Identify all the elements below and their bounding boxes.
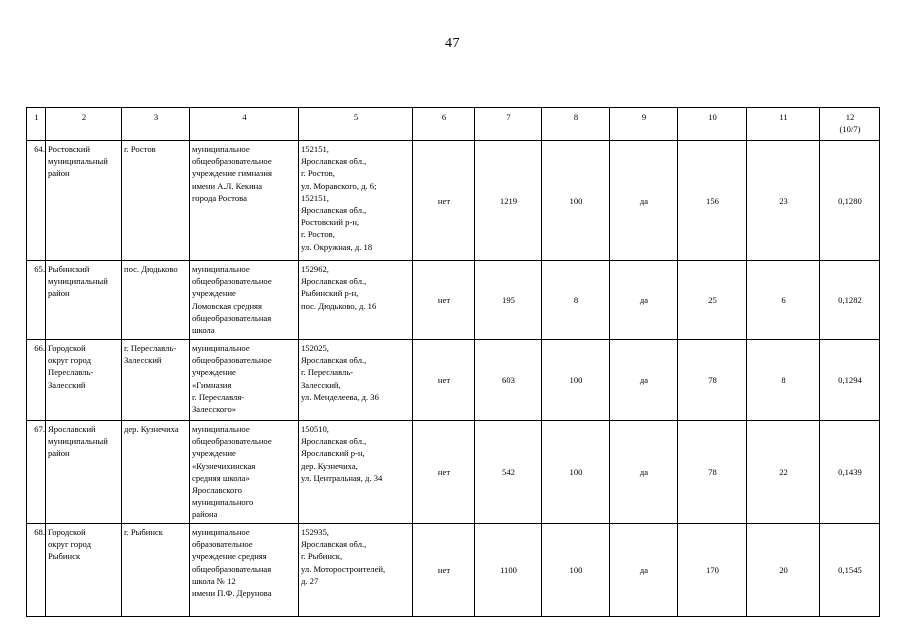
- header-cell: 8: [542, 108, 610, 141]
- cell-col11: 8: [747, 340, 820, 421]
- cell-col7: 195: [475, 261, 542, 340]
- address-cell: 150510, Ярославская обл., Ярославский р-н, дер. Кузнечиха, ул. Центральная, д. 34: [299, 421, 413, 524]
- header-cell: 6: [413, 108, 475, 141]
- header-cell: 2: [46, 108, 122, 141]
- address-cell: 152962, Ярославская обл., Рыбинский р-н, пос. Дюдьково, д. 16: [299, 261, 413, 340]
- cell-col11: 20: [747, 524, 820, 617]
- cell-col6: нет: [413, 141, 475, 261]
- row-number: 67.: [27, 421, 46, 524]
- data-table: [26, 107, 880, 617]
- cell-col8: 100: [542, 141, 610, 261]
- header-cell: 10: [678, 108, 747, 141]
- cell-col6: нет: [413, 524, 475, 617]
- row-number: 64.: [27, 141, 46, 261]
- cell-col6: нет: [413, 421, 475, 524]
- cell-col11: 6: [747, 261, 820, 340]
- district-cell: Ярославский муниципальный район: [46, 421, 122, 524]
- cell-col8: 100: [542, 340, 610, 421]
- locality-cell: г. Рыбинск: [122, 524, 190, 617]
- row-number: 68.: [27, 524, 46, 617]
- district-cell: Ростовский муниципальный район: [46, 141, 122, 261]
- cell-col11: 23: [747, 141, 820, 261]
- cell-col7: 603: [475, 340, 542, 421]
- cell-col9: да: [610, 141, 678, 261]
- cell-col12: 0,1439: [820, 421, 880, 524]
- address-cell: 152025, Ярославская обл., г. Переславль- Залесский, ул. Менделеева, д. 36: [299, 340, 413, 421]
- district-cell: Рыбинский муниципальный район: [46, 261, 122, 340]
- cell-col6: нет: [413, 340, 475, 421]
- address-cell: 152151, Ярославская обл., г. Ростов, ул. Моравского, д. 6; 152151, Ярославская обл., Ростовский р-н, г. Ростов, ул. Окружная, д. 18: [299, 141, 413, 261]
- cell-col10: 25: [678, 261, 747, 340]
- locality-cell: дер. Кузнечиха: [122, 421, 190, 524]
- cell-col9: да: [610, 524, 678, 617]
- institution-cell: муниципальное образовательное учреждение средняя общеобразовательная школа № 12 имени П.Ф. Дерунова: [190, 524, 299, 617]
- cell-col9: да: [610, 340, 678, 421]
- table-row: [27, 141, 880, 261]
- header-cell: 9: [610, 108, 678, 141]
- locality-cell: г. Переславль- Залесский: [122, 340, 190, 421]
- cell-col6: нет: [413, 261, 475, 340]
- institution-cell: муниципальное общеобразовательное учреждение Ломовская средняя общеобразовательная школа: [190, 261, 299, 340]
- cell-col12: 0,1280: [820, 141, 880, 261]
- table-row: [27, 261, 880, 340]
- institution-cell: муниципальное общеобразовательное учреждение «Кузнечихинская средняя школа» Ярославского муниципального района: [190, 421, 299, 524]
- header-cell: 5: [299, 108, 413, 141]
- cell-col11: 22: [747, 421, 820, 524]
- header-cell: 12 (10/7): [820, 108, 880, 141]
- district-cell: Городской округ город Переславль- Залесский: [46, 340, 122, 421]
- cell-col7: 1100: [475, 524, 542, 617]
- cell-col10: 78: [678, 340, 747, 421]
- cell-col12: 0,1282: [820, 261, 880, 340]
- header-cell: 7: [475, 108, 542, 141]
- cell-col8: 100: [542, 524, 610, 617]
- cell-col10: 78: [678, 421, 747, 524]
- cell-col8: 100: [542, 421, 610, 524]
- institution-cell: муниципальное общеобразовательное учреждение «Гимназия г. Переславля- Залесского»: [190, 340, 299, 421]
- address-cell: 152935, Ярославская обл., г. Рыбинск, ул. Моторостроителей, д. 27: [299, 524, 413, 617]
- cell-col10: 156: [678, 141, 747, 261]
- cell-col10: 170: [678, 524, 747, 617]
- header-cell: 11: [747, 108, 820, 141]
- page-number: 47: [445, 36, 460, 51]
- header-cell: 4: [190, 108, 299, 141]
- institution-cell: муниципальное общеобразовательное учреждение гимназия имени А.Л. Кекина города Ростова: [190, 141, 299, 261]
- table-row: [27, 340, 880, 421]
- cell-col9: да: [610, 421, 678, 524]
- district-cell: Городской округ город Рыбинск: [46, 524, 122, 617]
- cell-col7: 1219: [475, 141, 542, 261]
- table-row: [27, 421, 880, 524]
- cell-col9: да: [610, 261, 678, 340]
- cell-col12: 0,1545: [820, 524, 880, 617]
- row-number: 65.: [27, 261, 46, 340]
- locality-cell: пос. Дюдьково: [122, 261, 190, 340]
- cell-col12: 0,1294: [820, 340, 880, 421]
- cell-col8: 8: [542, 261, 610, 340]
- row-number: 66.: [27, 340, 46, 421]
- table-header: [27, 108, 880, 141]
- header-cell: 3: [122, 108, 190, 141]
- cell-col7: 542: [475, 421, 542, 524]
- table-row: [27, 524, 880, 617]
- header-cell: 1: [27, 108, 46, 141]
- locality-cell: г. Ростов: [122, 141, 190, 261]
- header-row: [27, 108, 880, 141]
